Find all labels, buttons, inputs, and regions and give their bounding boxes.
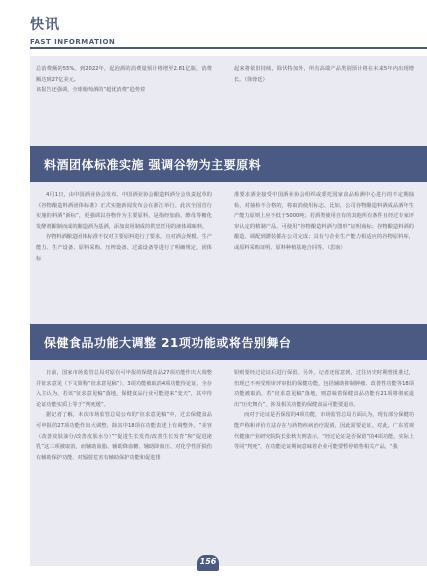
section2-paragraph: 日前，国家市场监管总局对原有可申报的保健食品27项功能作出大调整并征求意见（下文简称“征求意见稿”），3项功能被取消4项功能待论证，全存入主认为，若该“征求意见稿”落地，保健食品行业可能迎来“变天”，其中待论证功能实质上等于“判死缓”。 [36, 370, 212, 408]
top-right-column [234, 64, 414, 85]
section1-right-column [234, 190, 414, 254]
section1-paragraph: 准要求酒企接受中国酒业协会组织或委托国家食品检测中心进行的不定期抽检，对抽检不合格的，将取消使用标志。比如，公司谷物酿造料酒成品酒年生产能力原则上应不低于5000吨；若酒类使用自有的其他所有条件且经过专家评审认定的精制产品，可使用“谷物酿造料酒与图形”证明商标；谷物酿造料酒的酿造、调配到灌装都在公司完成；具有与企业生产能力相适应的谷物原料库，或原料采购证明、原料种植基地合同等。（思南） [234, 192, 414, 251]
section2-paragraph: 铅则要经过论证后进行保留。另外，记者还留意到，过往历史时期曾批准过，但现已不再受理审评审批的保健功能，包括辅助抑制肿瘤、改善性功能等18项功能被取消，若“征求意见稿”落地，则意味着保健食品功能有21项将彻底退出“历史舞台”，涉及相关功能的保健食品可能要退市。 [234, 370, 414, 408]
top-text-block [30, 56, 427, 146]
section2-left-column [36, 368, 212, 463]
section1-title-bar [30, 146, 427, 182]
section1-paragraph: 4月1日，由中国酒业协会发布、中国酒业协会酿造料酒分会负责起草的《谷物酿造料酒团体标准》正式实施新闻发布会在浙江举行。此次全国首行实施的料酒“新标”，更强调以谷物作为主要原料，是指经加曲、酵母等糖化发酵剂酿制而成的酿造酒为基酒，添加食用制成的供烹饪用的液体调味料。 [36, 192, 212, 230]
top-left-column [36, 64, 212, 96]
section1-paragraph: 谷物料酒酿造团体标准不仅对主要原料进行了要求，且对酒会规模、生产能力、生产设备、原料采购、压榨设备、过滤设备等进行了明确规定。团体标 [36, 234, 213, 262]
top-left-text: 总消费额的55%。到2022年，起泡酒的消费量预计将增至2.81亿瓶，消费额达到27亿美元。 该报告还强调，全球葡萄酒的“超优消费”趋势着 [36, 66, 212, 94]
section2-right-column [234, 368, 414, 453]
section2-title: 保健食品功能大调整 21项功能或将告别舞台 [44, 336, 292, 350]
top-right-text: 起来将依旧持续，除伏特加外，所有高端产品类别预计将在未来5年内出现增长。（徐蓉廷） [234, 66, 414, 83]
page-number-badge [197, 555, 219, 571]
section2-body [30, 360, 427, 566]
section1-body [30, 182, 427, 324]
section1-title: 料酒团体标准实施 强调谷物为主要原料 [44, 158, 262, 172]
section2-title-bar [30, 324, 427, 360]
section2-paragraph: 而对于论证是否保留的4项功能，市场监管总局方面认为，现有部分保健功能声称和评价方法存在与药物疾病治疗混淆，因此需要论证。对此，广东省观代健康产业研究院院长张秋夫则表示，“经过论证是否保留”的4项功能，实际上等同“判死”，在功能论证期间意味着企业可能要暂停销售相关产品，“我 [234, 412, 414, 451]
page-number: 156 [199, 557, 217, 566]
page-header [0, 0, 427, 56]
section-title: 快讯 [30, 17, 60, 33]
section1-left-column [36, 190, 212, 264]
header-divider [30, 47, 427, 49]
section2-paragraph: 据记者了解，本次市场监管总局公布的“征求意见稿”中，过去保健食品可申报的27项功能作出大调整，除其中18项在功能表述上有调整外，“美容（改善皮肤油分/改善皮肤水分）”“促进生长发育/改善生长发育”和“促进泌乳”这三项被取消，而辅助血脂、辅助降血糖、辅助降血压、对化学性肝损伤有辅助保护功能、对辐射危害有辅助保护功能和促进排 [36, 412, 212, 461]
section-subtitle: FAST INFORMATION [30, 38, 116, 46]
